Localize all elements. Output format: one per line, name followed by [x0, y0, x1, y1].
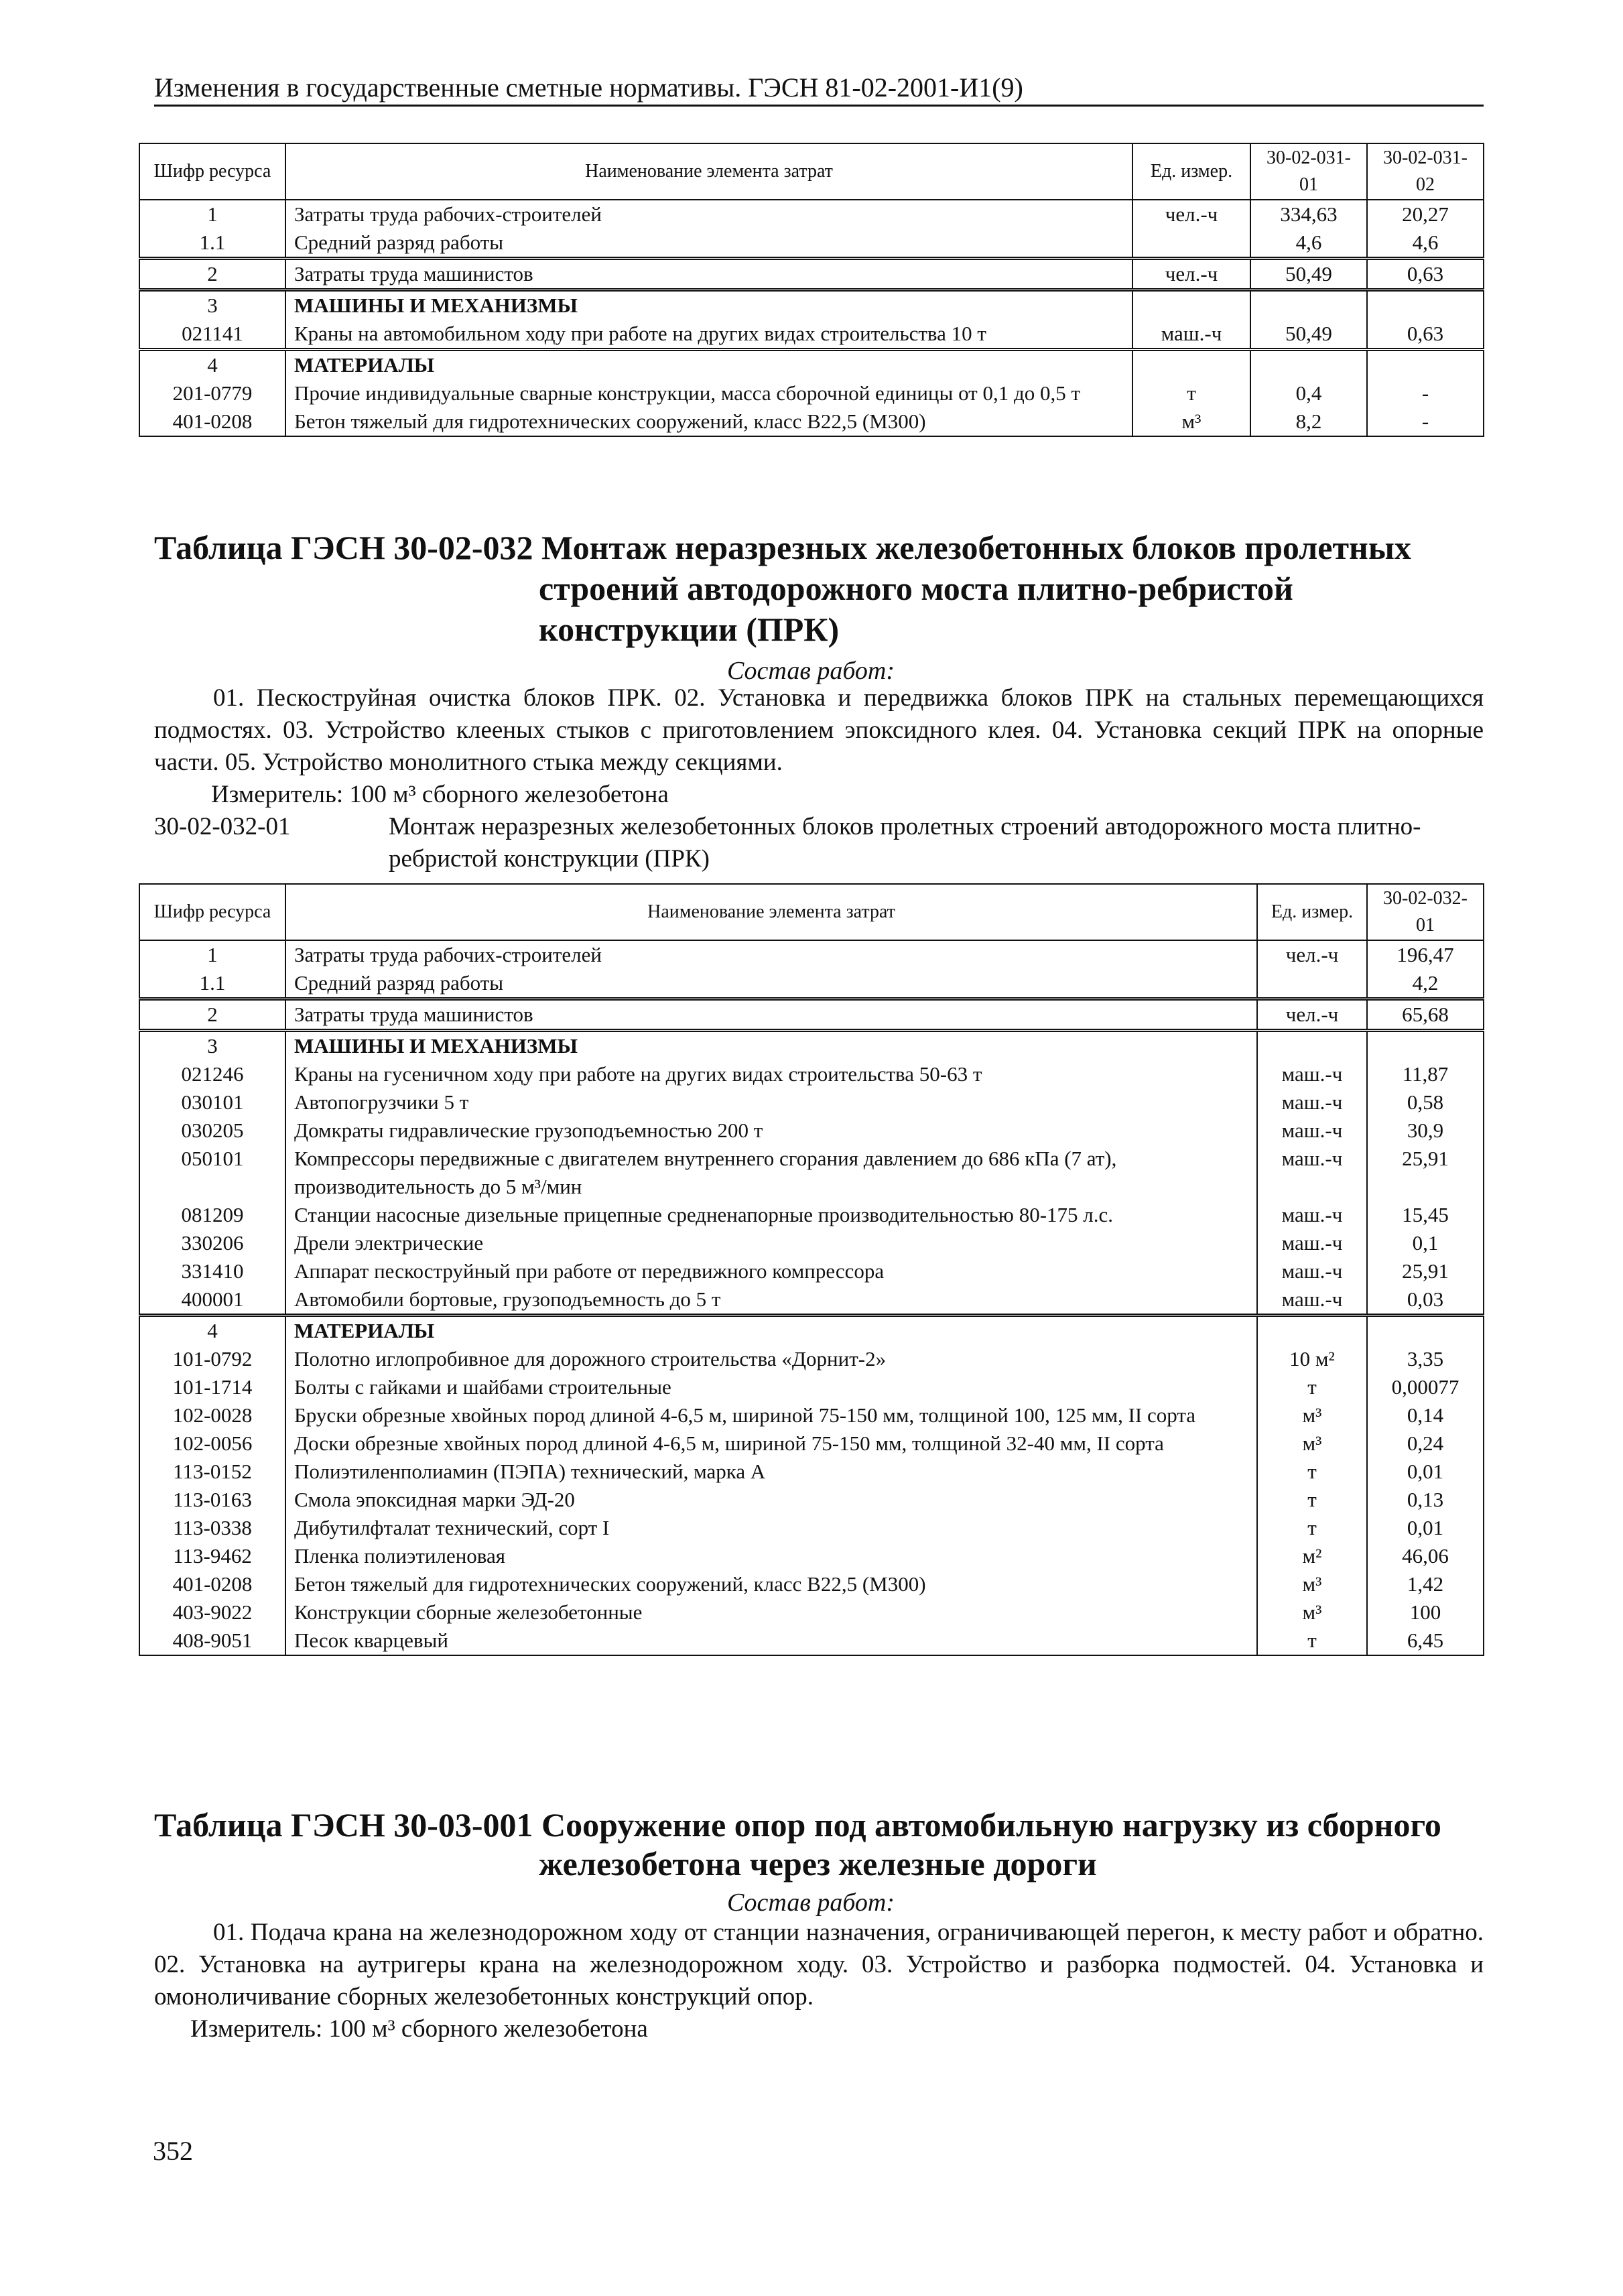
table-row: [139, 320, 1484, 350]
resource-name: Краны на автомобильном ходу при работе на других видах строительства 10 т: [285, 320, 1132, 350]
table-row: [139, 1201, 1484, 1229]
norm-value: 334,63: [1250, 200, 1367, 229]
table-row: [139, 1117, 1484, 1145]
norm-value: 100: [1367, 1598, 1484, 1627]
resource-unit: [1257, 1316, 1367, 1346]
norm-value: 46,06: [1367, 1542, 1484, 1570]
norm-value: 50,49: [1250, 320, 1367, 350]
resource-unit: маш.-ч: [1257, 1285, 1367, 1316]
norm-value: 25,91: [1367, 1145, 1484, 1201]
table-row: [139, 969, 1484, 999]
table-row: [139, 1229, 1484, 1257]
resource-code: 408-9051: [139, 1627, 285, 1655]
section-title: МАШИНЫ И МЕХАНИЗМЫ: [285, 290, 1132, 320]
norm-value: 50,49: [1250, 259, 1367, 290]
table-row: [139, 1285, 1484, 1316]
resource-unit: 10 м²: [1257, 1345, 1367, 1373]
norm-value: -: [1367, 379, 1484, 407]
resource-code: 030101: [139, 1088, 285, 1117]
section-number: 3: [139, 290, 285, 320]
table-row: [139, 1060, 1484, 1088]
norm-value: 0,24: [1367, 1429, 1484, 1458]
resource-name: Песок кварцевый: [285, 1627, 1257, 1655]
table-row: [139, 259, 1484, 290]
resource-unit: чел.-ч: [1132, 259, 1250, 290]
resource-unit: [1132, 350, 1250, 380]
resource-unit: [1132, 229, 1250, 259]
resource-name: Бетон тяжелый для гидротехнических сооружений, класс В22,5 (М300): [285, 1570, 1257, 1598]
table-row: [139, 1458, 1484, 1486]
resource-code: 2: [139, 999, 285, 1031]
resource-code: 331410: [139, 1257, 285, 1285]
resource-unit: маш.-ч: [1257, 1060, 1367, 1088]
resource-unit: [1132, 290, 1250, 320]
resource-code: 101-1714: [139, 1373, 285, 1401]
resource-name: Бруски обрезные хвойных пород длиной 4-6,5 м, шириной 75-150 мм, толщиной 100, 125 мм, II сорта: [285, 1401, 1257, 1429]
resource-name: Средний разряд работы: [285, 969, 1257, 999]
resource-unit: м³: [1132, 407, 1250, 436]
norm-value: 8,2: [1250, 407, 1367, 436]
norm-value: 4,2: [1367, 969, 1484, 999]
section-number: 4: [139, 1316, 285, 1346]
resource-name: Дибутилфталат технический, сорт I: [285, 1514, 1257, 1542]
resource-name: Полиэтиленполиамин (ПЭПА) технический, марка А: [285, 1458, 1257, 1486]
resource-name: Дрели электрические: [285, 1229, 1257, 1257]
norm-value: 30,9: [1367, 1117, 1484, 1145]
table-row: [139, 1088, 1484, 1117]
resource-code: 1.1: [139, 229, 285, 259]
table-row: [139, 290, 1484, 320]
table-row: [139, 229, 1484, 259]
resource-table-30-02-032: [139, 883, 1484, 1656]
col-header-norm: 30-02-031-02: [1367, 143, 1484, 200]
resource-code: 113-0338: [139, 1514, 285, 1542]
resource-code: 1.1: [139, 969, 285, 999]
norm-value: [1367, 350, 1484, 380]
col-header-unit: Ед. измер.: [1257, 884, 1367, 940]
norm-value: 11,87: [1367, 1060, 1484, 1088]
table-row: [139, 1031, 1484, 1061]
norm-value: 0,58: [1367, 1088, 1484, 1117]
resource-name: Смола эпоксидная марки ЭД-20: [285, 1486, 1257, 1514]
norm-value: 0,63: [1367, 320, 1484, 350]
resource-name: Затраты труда машинистов: [285, 999, 1257, 1031]
resource-unit: маш.-ч: [1257, 1257, 1367, 1285]
resource-code: 030205: [139, 1117, 285, 1145]
col-header-norm: 30-02-032-01: [1367, 884, 1484, 940]
table-row: [139, 1570, 1484, 1598]
norm-value: 0,13: [1367, 1486, 1484, 1514]
resource-unit: м³: [1257, 1429, 1367, 1458]
table-row: [139, 1514, 1484, 1542]
resource-code: 201-0779: [139, 379, 285, 407]
norm-value: [1250, 350, 1367, 380]
table-row: [139, 1627, 1484, 1655]
resource-code: 113-9462: [139, 1542, 285, 1570]
norm-value: -: [1367, 407, 1484, 436]
section-number: 4: [139, 350, 285, 380]
document-header: Изменения в государственные сметные нормативы. ГЭСН 81-02-2001-И1(9): [154, 71, 1484, 107]
resource-name: Доски обрезные хвойных пород длиной 4-6,5 м, шириной 75-150 мм, толщиной 32-40 мм, II сорта: [285, 1429, 1257, 1458]
resource-name: Аппарат пескоструйный при работе от передвижного компрессора: [285, 1257, 1257, 1285]
norm-value: 1,42: [1367, 1570, 1484, 1598]
resource-unit: т: [1257, 1486, 1367, 1514]
resource-unit: чел.-ч: [1132, 200, 1250, 229]
resource-unit: т: [1257, 1627, 1367, 1655]
resource-code: 403-9022: [139, 1598, 285, 1627]
norm-value: [1367, 1316, 1484, 1346]
resource-code: 050101: [139, 1145, 285, 1201]
resource-unit: маш.-ч: [1257, 1117, 1367, 1145]
resource-unit: [1257, 1031, 1367, 1061]
table-title: железобетона через железные дороги: [539, 1845, 1097, 1883]
norm-value: 0,14: [1367, 1401, 1484, 1429]
resource-unit: чел.-ч: [1257, 940, 1367, 969]
resource-unit: маш.-ч: [1257, 1145, 1367, 1201]
norm-value: 0,03: [1367, 1285, 1484, 1316]
resource-unit: маш.-ч: [1132, 320, 1250, 350]
resource-unit: т: [1132, 379, 1250, 407]
norm-value: 0,63: [1367, 259, 1484, 290]
meter-text: Измеритель: 100 м³ сборного железобетона: [190, 2015, 648, 2043]
resource-code: 1: [139, 940, 285, 969]
table-row: [139, 200, 1484, 229]
table-title: Таблица ГЭСН 30-03-001 Сооружение опор под автомобильную нагрузку из сборного: [154, 1806, 1441, 1844]
resource-name: Средний разряд работы: [285, 229, 1132, 259]
table-row: [139, 1373, 1484, 1401]
section-title: МАТЕРИАЛЫ: [285, 1316, 1257, 1346]
resource-code: 021246: [139, 1060, 285, 1088]
resource-name: Затраты труда рабочих-строителей: [285, 940, 1257, 969]
resource-unit: т: [1257, 1514, 1367, 1542]
composition-text: 01. Подача крана на железнодорожном ходу от станции назначения, ограничивающей перегон, к месту работ и обратно. 02. Установка на аутригеры крана на железнодорожном ходу. 03. Устройство и разборка подмостей. 04. Установка и омоноличивание сборных железобетонных конструкций опор.: [154, 1919, 1484, 2011]
resource-code: 113-0152: [139, 1458, 285, 1486]
resource-name: Станции насосные дизельные прицепные средненапорные производительностью 80-175 л.с.: [285, 1201, 1257, 1229]
resource-name: Полотно иглопробивное для дорожного строительства «Дорнит-2»: [285, 1345, 1257, 1373]
norm-value: 20,27: [1367, 200, 1484, 229]
norm-value: 3,35: [1367, 1345, 1484, 1373]
resource-unit: м²: [1257, 1542, 1367, 1570]
resource-code: 101-0792: [139, 1345, 285, 1373]
col-header-norm: 30-02-031-01: [1250, 143, 1367, 200]
table-row: [139, 1257, 1484, 1285]
meter-text: Измеритель: 100 м³ сборного железобетона: [211, 781, 669, 808]
norm-value: [1250, 290, 1367, 320]
norm-value: 0,01: [1367, 1514, 1484, 1542]
norm-value: 0,1: [1367, 1229, 1484, 1257]
norm-value: 0,00077: [1367, 1373, 1484, 1401]
table-row: [139, 999, 1484, 1031]
resource-name: Затраты труда машинистов: [285, 259, 1132, 290]
resource-unit: маш.-ч: [1257, 1088, 1367, 1117]
resource-code: 2: [139, 259, 285, 290]
resource-code: 102-0028: [139, 1401, 285, 1429]
col-header-name: Наименование элемента затрат: [285, 884, 1257, 940]
composition-label: Состав работ:: [726, 657, 895, 685]
resource-name: Болты с гайками и шайбами строительные: [285, 1373, 1257, 1401]
table-row: [139, 350, 1484, 380]
resource-unit: м³: [1257, 1598, 1367, 1627]
norm-value: 4,6: [1367, 229, 1484, 259]
resource-code: 081209: [139, 1201, 285, 1229]
resource-code: 113-0163: [139, 1486, 285, 1514]
resource-code: 401-0208: [139, 407, 285, 436]
table-row: [139, 407, 1484, 436]
resource-unit: маш.-ч: [1257, 1201, 1367, 1229]
norm-value: 15,45: [1367, 1201, 1484, 1229]
composition-text: 01. Пескоструйная очистка блоков ПРК. 02. Установка и передвижка блоков ПРК на стальных перемещающихся подмостях. 03. Устройство клееных стыков с приготовлением эпоксидного клея. 04. Установка секций ПРК на опорные части. 05. Устройство монолитного стыка между секциями.: [154, 684, 1484, 776]
norm-value: 4,6: [1250, 229, 1367, 259]
norm-value: 65,68: [1367, 999, 1484, 1031]
resource-code: 102-0056: [139, 1429, 285, 1458]
norm-value: [1367, 1031, 1484, 1061]
resource-unit: м³: [1257, 1570, 1367, 1598]
norm-value: 6,45: [1367, 1627, 1484, 1655]
resource-unit: [1257, 969, 1367, 999]
resource-name: Бетон тяжелый для гидротехнических сооружений, класс В22,5 (М300): [285, 407, 1132, 436]
table-title: Таблица ГЭСН 30-02-032 Монтаж неразрезных железобетонных блоков пролетных: [154, 529, 1411, 566]
resource-code: 1: [139, 200, 285, 229]
resource-name: Конструкции сборные железобетонные: [285, 1598, 1257, 1627]
resource-unit: т: [1257, 1373, 1367, 1401]
resource-unit: маш.-ч: [1257, 1229, 1367, 1257]
col-header-code: Шифр ресурса: [139, 884, 285, 940]
table-title: строений автодорожного моста плитно-ребристой: [539, 570, 1293, 607]
table-row: [139, 1598, 1484, 1627]
resource-code: 401-0208: [139, 1570, 285, 1598]
col-header-name: Наименование элемента затрат: [285, 143, 1132, 200]
resource-name: Краны на гусеничном ходу при работе на других видах строительства 50-63 т: [285, 1060, 1257, 1088]
norm-value: 0,4: [1250, 379, 1367, 407]
norm-value: 25,91: [1367, 1257, 1484, 1285]
norm-code: 30-02-032-01: [154, 813, 291, 840]
table-row: [139, 1542, 1484, 1570]
resource-unit: м³: [1257, 1401, 1367, 1429]
resource-code: 021141: [139, 320, 285, 350]
table-row: [139, 1401, 1484, 1429]
norm-value: [1367, 290, 1484, 320]
resource-name: Прочие индивидуальные сварные конструкции, масса сборочной единицы от 0,1 до 0,5 т: [285, 379, 1132, 407]
section-title: МАТЕРИАЛЫ: [285, 350, 1132, 380]
section-number: 3: [139, 1031, 285, 1061]
resource-name: Автомобили бортовые, грузоподъемность до 5 т: [285, 1285, 1257, 1316]
table-row: [139, 1486, 1484, 1514]
resource-name: Компрессоры передвижные с двигателем внутреннего сгорания давлением до 686 кПа (7 ат), производительность до 5 м³/мин: [285, 1145, 1257, 1201]
resource-unit: чел.-ч: [1257, 999, 1367, 1031]
table-title: конструкции (ПРК): [539, 611, 840, 648]
norm-value: 196,47: [1367, 940, 1484, 969]
section-title: МАШИНЫ И МЕХАНИЗМЫ: [285, 1031, 1257, 1061]
table-row: [139, 1316, 1484, 1346]
table-row: [139, 379, 1484, 407]
composition-label: Состав работ:: [726, 1889, 895, 1917]
resource-name: Домкраты гидравлические грузоподъемностью 200 т: [285, 1117, 1257, 1145]
resource-code: 330206: [139, 1229, 285, 1257]
resource-name: Пленка полиэтиленовая: [285, 1542, 1257, 1570]
table-row: [139, 940, 1484, 969]
norm-name: Монтаж неразрезных железобетонных блоков пролетных строений автодорожного моста плитно-ребристой конструкции (ПРК): [389, 813, 1421, 873]
col-header-unit: Ед. измер.: [1132, 143, 1250, 200]
norm-value: 0,01: [1367, 1458, 1484, 1486]
table-row: [139, 1345, 1484, 1373]
resource-name: Затраты труда рабочих-строителей: [285, 200, 1132, 229]
table-row: [139, 1145, 1484, 1201]
resource-table-30-02-031: [139, 143, 1484, 437]
resource-code: 400001: [139, 1285, 285, 1316]
page-number: 352: [153, 2136, 193, 2166]
col-header-code: Шифр ресурса: [139, 143, 285, 200]
resource-name: Автопогрузчики 5 т: [285, 1088, 1257, 1117]
resource-unit: т: [1257, 1458, 1367, 1486]
table-row: [139, 1429, 1484, 1458]
